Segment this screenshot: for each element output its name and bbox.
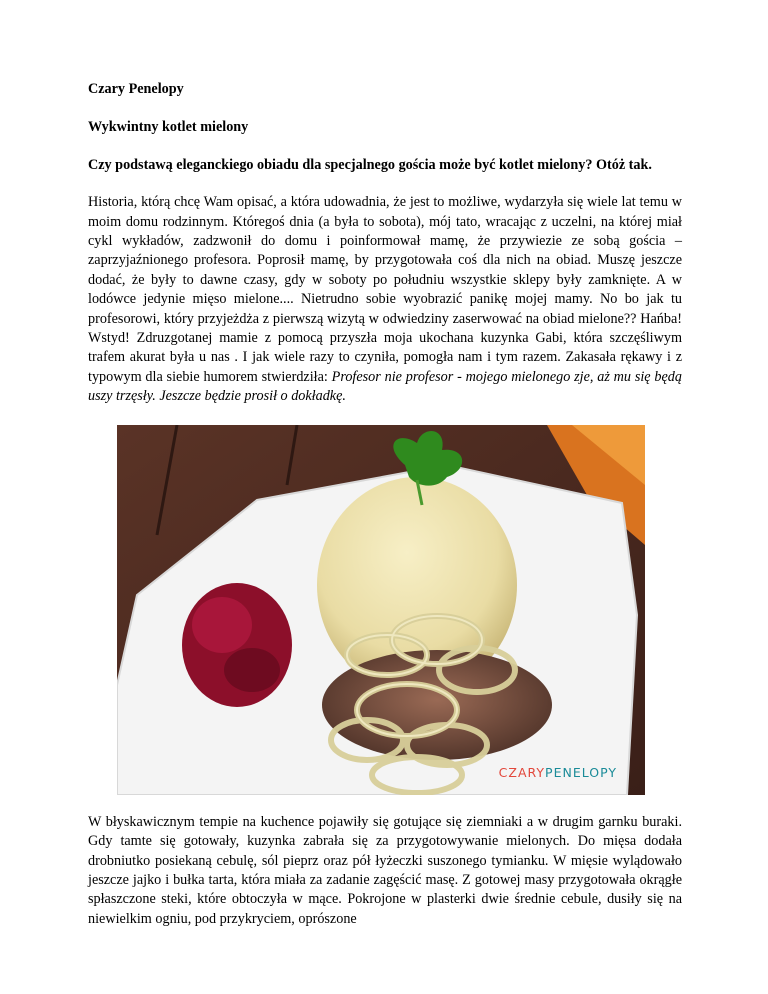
- document-body: [88, 80, 682, 929]
- paragraph-recipe: W błyskawicznym tempie na kuchence pojawiły się gotujące się ziemniaki a w drugim garnku buraki. Gdy tamte się gotowały, kuzynka zabrała się za przygotowywanie mielonych. Do mięsa dodała drobniutko posiekaną cebulę, sól pieprz oraz pół łyżeczki suszonego tymianku. W mięsie wylądowało jeszcze jajko i bułka tarta, która miała za zadanie zagęścić masę. Z gotowej masy przygotowała okrągłe spłaszczone steki, które obtoczyła w mące. Pokrojone w plasterki dwie średnie cebule, dusiły się na niewielkim ogniu, pod przykryciem, oprószone: [88, 813, 682, 927]
- paragraph-story-text: Historia, którą chcę Wam opisać, a która udowadnia, że jest to możliwe, wydarzyła się wiele lat temu w moim domu rodzinnym. Któregoś dnia (a była to sobota), mój tato, wracając z uczelni, na której miał cykl wykładów, zadzwonił do domu i poinformował mamę, że przywiezie ze sobą gościa – zaprzyjaźnionego profesora. Poprosił mamę, by przygotowała coś dla nich na obiad. Muszę jeszcze dodać, że były to dawne czasy, gdy w soboty po południu wszystkie sklepy były zamknięte. A w lodówce jedynie mięso mielone.... Nietrudno sobie wyobrazić panikę mojej mamy. No bo jak tu profesorowi, który przyjeżdża z pierwszą wizytą w odwiedziny zaserwować na obiad mielone?? Hańba! Wstyd! Zdruzgotanej mamie z pomocą przyszła moja ukochana kuzynka Gabi, która szczęśliwym trafem akurat była u nas . I jak wiele razy to czyniła, pomogła nam i tym razem. Zakasała rękawy i z typowym dla siebie humorem stwierdziła:: [88, 194, 682, 385]
- document-title: Czary Penelopy: [88, 81, 184, 97]
- dish-photo: [117, 425, 645, 795]
- photo-watermark: [499, 763, 617, 782]
- document-lead: Czy podstawą eleganckiego obiadu dla specjalnego gościa może być kotlet mielony? Otóż tak.: [88, 156, 652, 173]
- watermark-part-2: PENELOPY: [545, 765, 617, 781]
- paragraph-story: [88, 193, 682, 406]
- dish-photo-illustration: [117, 425, 645, 795]
- watermark-part-1: CZARY: [498, 765, 546, 781]
- paragraph-story-quote: Profesor nie profesor - mojego mielonego zje, aż mu się będą uszy trzęsły. Jeszcze będzie prosił o dokładkę.: [88, 368, 682, 405]
- document-subtitle: Wykwintny kotlet mielony: [88, 119, 249, 136]
